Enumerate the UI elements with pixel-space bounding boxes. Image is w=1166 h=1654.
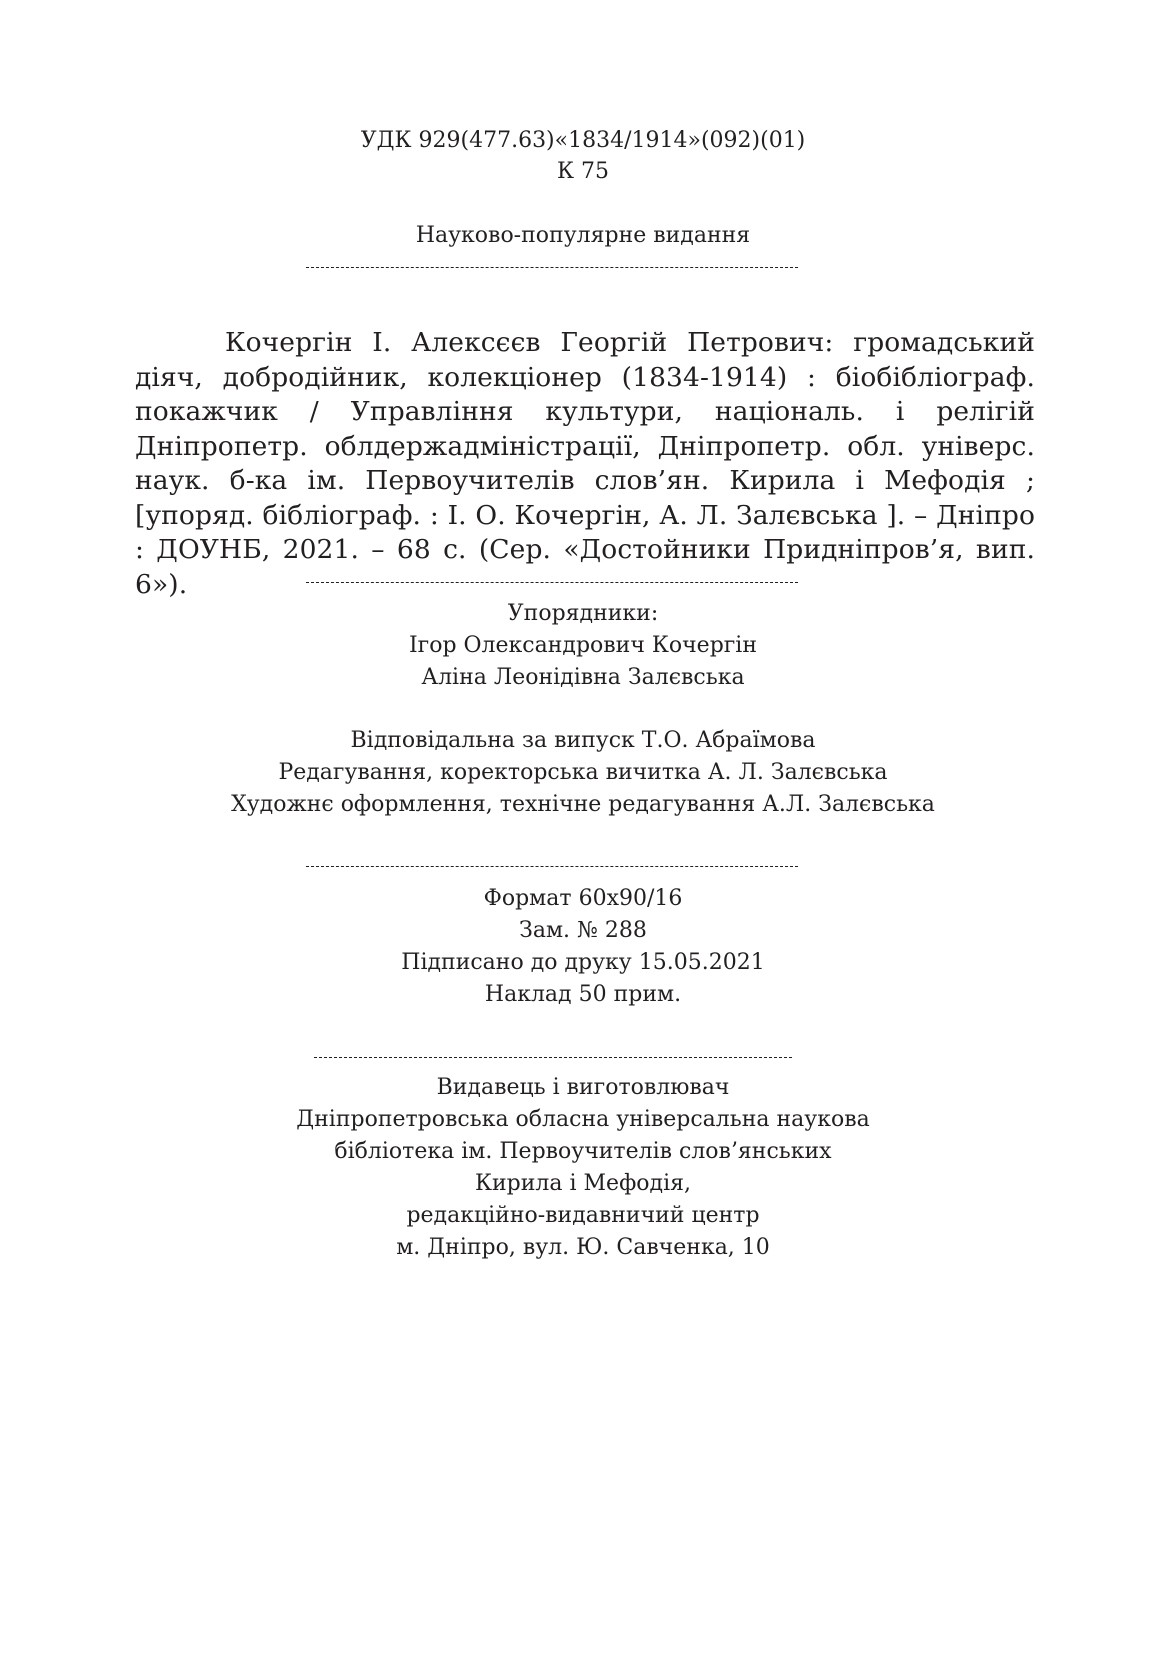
publisher-line: Кирила і Мефодія,: [474, 1171, 691, 1196]
divider-4: [314, 1057, 792, 1058]
publisher-line: редакційно-видавничий центр: [406, 1203, 760, 1228]
divider-1: [306, 267, 798, 268]
signed-date: Підписано до друку 15.05.2021: [401, 950, 765, 975]
order-number: Зам. № 288: [519, 918, 647, 943]
publisher-address: м. Дніпро, вул. Ю. Савченка, 10: [396, 1235, 770, 1260]
publisher-line: Дніпропетровська обласна універсальна наукова: [296, 1107, 870, 1132]
print-format: Формат 60х90/16: [483, 886, 683, 911]
divider-2: [306, 582, 798, 583]
compiler-name: Ігор Олександрович Кочергін: [408, 633, 758, 658]
publisher-line: бібліотека ім. Первоучителів слов’янських: [334, 1139, 832, 1164]
credit-line: Відповідальна за випуск Т.О. Абраїмова: [350, 728, 816, 753]
credit-line: Художнє оформлення, технічне редагування А.Л. Залєвська: [231, 792, 935, 817]
udk-code: УДК 929(477.63)«1834/1914»(092)(01): [360, 128, 806, 153]
compiler-name: Аліна Леонідівна Залєвська: [421, 665, 745, 690]
publisher-line: Видавець і виготовлювач: [436, 1075, 730, 1100]
bbk-code: К 75: [556, 159, 609, 184]
bibliographic-annotation: [135, 326, 1035, 602]
print-run: Наклад 50 прим.: [484, 982, 682, 1007]
annotation-text: Кочергін І. Алексєєв Георгій Петрович: громадський діяч, добродійник, колекціонер (1834-1914) : біобібліограф. покажчик / Управління культури, національ. і релігій Дніпропетр. облдержадміністрації, Дніпропетр. обл. універс. наук. б-ка ім. Первоучителів слов’ян. Кирила і Мефодія ; [упоряд. бібліограф. : І. О. Кочергін, А. Л. Залєвська ]. – Дніпро : ДОУНБ, 2021. – 68 с. (Сер. «Достойники Придніпров’я, вип. 6»).: [135, 327, 1035, 600]
divider-3: [306, 866, 798, 867]
credit-line: Редагування, коректорська вичитка А. Л. Залєвська: [278, 760, 888, 785]
edition-type: Науково-популярне видання: [415, 223, 751, 248]
compilers-label: Упорядники:: [507, 601, 659, 626]
